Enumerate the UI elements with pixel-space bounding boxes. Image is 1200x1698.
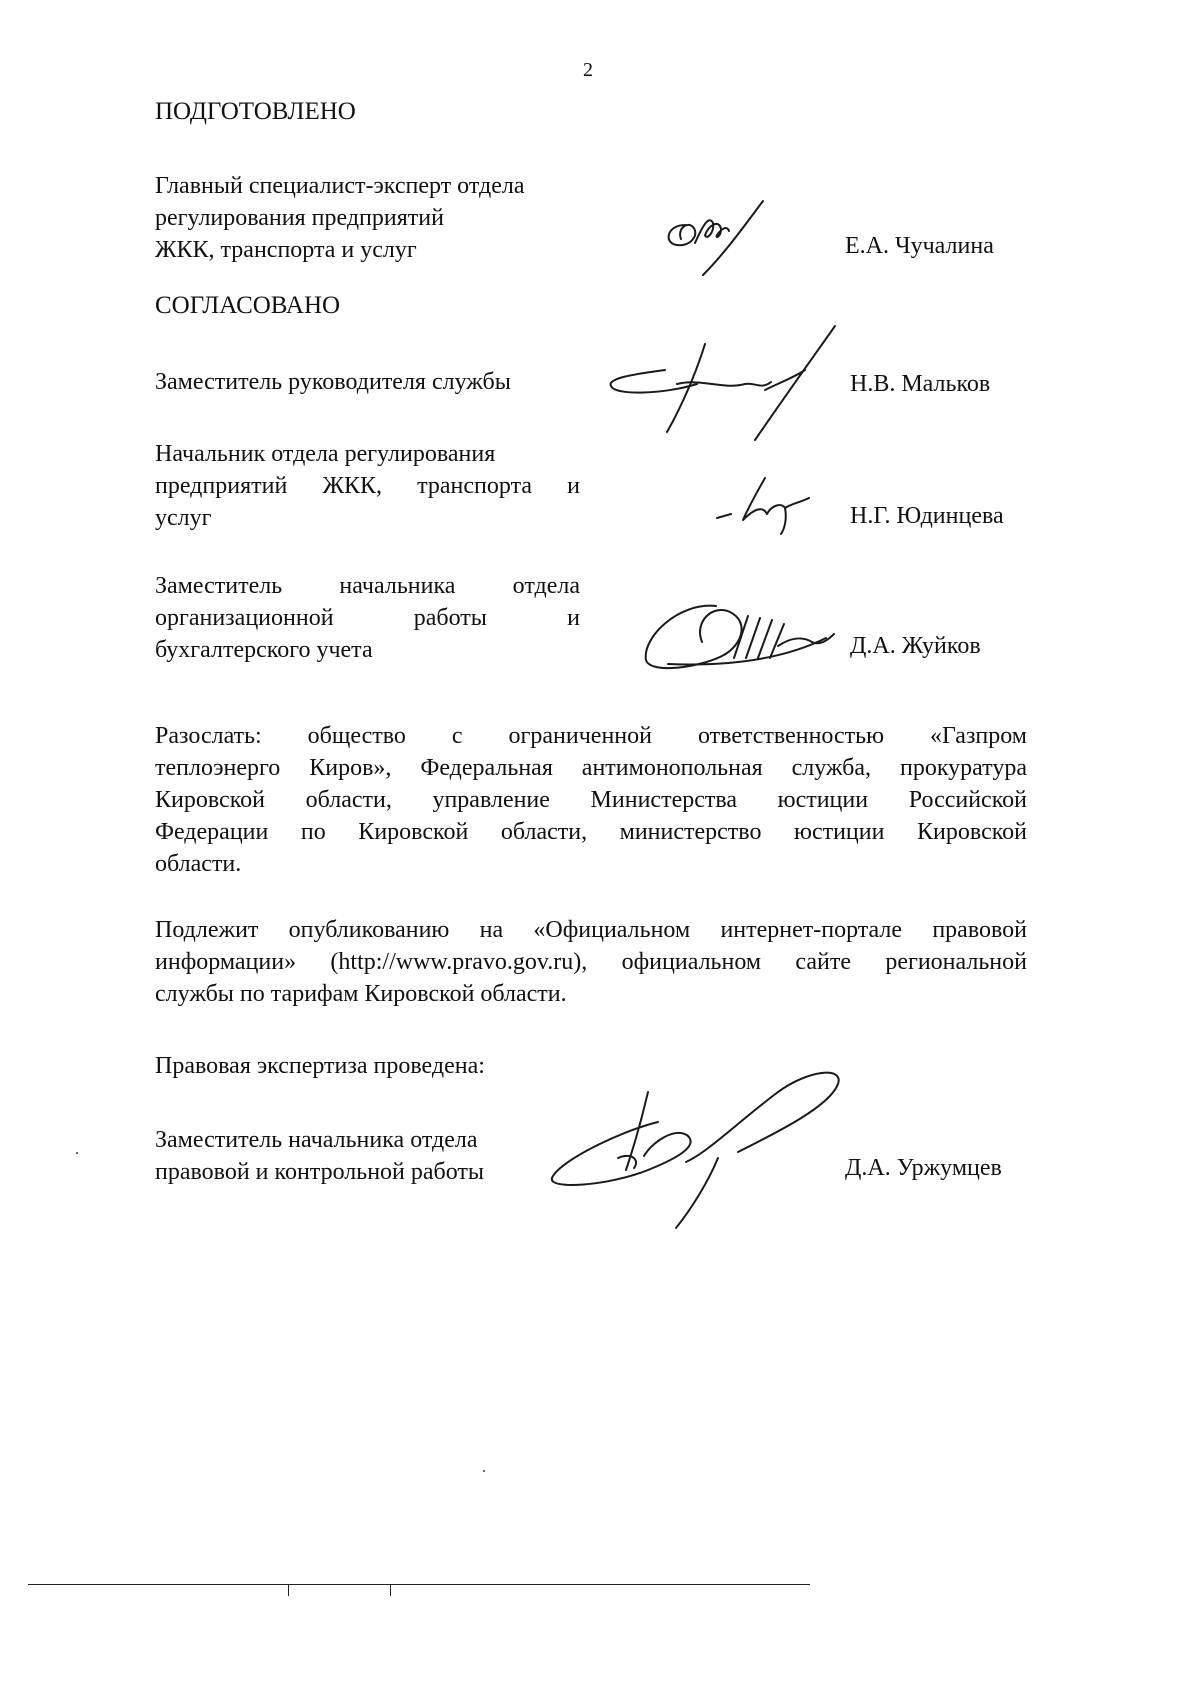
footer-rule-tick — [288, 1584, 289, 1596]
signature-malkov — [605, 320, 845, 450]
position-line: Заместитель руководителя службы — [155, 369, 511, 395]
paragraph-line: Кировской области, управление Министерства юстиции Российской — [155, 787, 1027, 813]
position-line: предприятий ЖКК, транспорта и — [155, 473, 580, 499]
publication-paragraph — [155, 914, 1027, 1010]
signature-chuchalina — [655, 195, 775, 285]
signer-name: Н.Г. Юдинцева — [850, 503, 1004, 529]
prepared-heading: ПОДГОТОВЛЕНО — [155, 98, 356, 125]
signature-yudintseva — [705, 468, 825, 538]
signer-position — [155, 570, 580, 666]
footer-rule-tick — [390, 1584, 391, 1596]
signer-position — [155, 366, 511, 398]
position-line: бухгалтерского учета — [155, 637, 373, 663]
position-line: организационной работы и — [155, 605, 580, 631]
signer-name: Д.А. Жуйков — [850, 633, 981, 659]
paragraph-line: информации» (http://www.pravo.gov.ru), официальном сайте региональной — [155, 949, 1027, 975]
legal-review-heading: Правовая экспертиза проведена: — [155, 1053, 485, 1079]
position-line: Начальник отдела регулирования — [155, 441, 496, 467]
position-line: правовой и контрольной работы — [155, 1159, 485, 1185]
signature-zhuykov — [638, 598, 848, 678]
position-line: услуг — [155, 505, 212, 531]
signer-name: Н.В. Мальков — [850, 371, 991, 397]
legal-review-position — [155, 1124, 484, 1188]
position-line: Заместитель начальника отдела — [155, 1127, 478, 1153]
paragraph-line: области. — [155, 851, 242, 877]
paragraph-line: теплоэнерго Киров», Федеральная антимонопольная служба, прокуратура — [155, 755, 1027, 781]
footer-rule — [28, 1584, 810, 1585]
signer-position — [155, 438, 580, 534]
paragraph-line: Подлежит опубликованию на «Официальном интернет-портале правовой — [155, 917, 1027, 943]
position-line: ЖКК, транспорта и услуг — [155, 237, 417, 263]
scan-speck — [483, 1470, 485, 1472]
paragraph-line: Разослать: общество с ограниченной ответственностью «Газпром — [155, 723, 1027, 749]
distribution-paragraph — [155, 720, 1027, 880]
prepared-position — [155, 170, 525, 266]
page-number: 2 — [583, 59, 593, 81]
position-line: Главный специалист-эксперт отдела — [155, 173, 525, 199]
legal-review-name: Д.А. Уржумцев — [845, 1155, 1002, 1181]
signature-urzhumtsev — [548, 1062, 848, 1232]
position-line: Заместитель начальника отдела — [155, 573, 580, 599]
scan-speck — [76, 1152, 78, 1154]
paragraph-line: Федерации по Кировской области, министерство юстиции Кировской — [155, 819, 1027, 845]
prepared-name: Е.А. Чучалина — [845, 233, 994, 259]
agreed-heading: СОГЛАСОВАНО — [155, 292, 341, 319]
paragraph-line: службы по тарифам Кировской области. — [155, 981, 567, 1007]
position-line: регулирования предприятий — [155, 205, 444, 231]
